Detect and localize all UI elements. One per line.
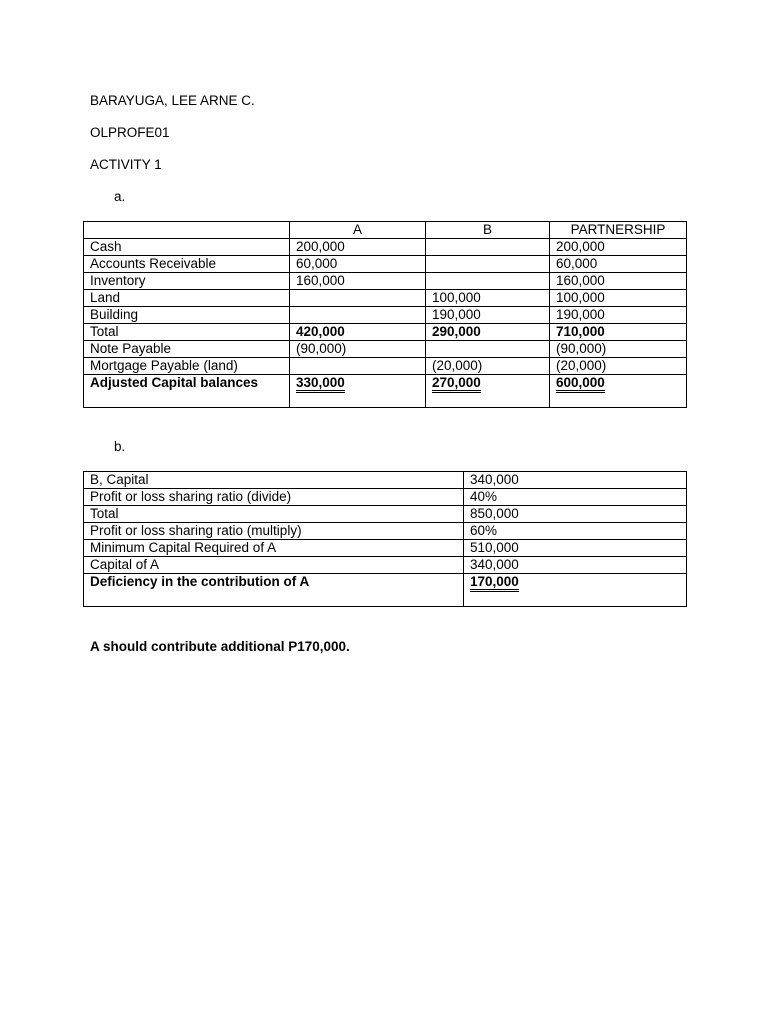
cell-a — [290, 358, 426, 375]
row-label: Land — [84, 290, 290, 307]
table-row — [84, 256, 687, 273]
table-row — [84, 290, 687, 307]
table-row — [84, 341, 687, 358]
double-underlined-value: 170,000 — [470, 575, 519, 592]
row-label: Cash — [84, 239, 290, 256]
cell-partnership: 200,000 — [550, 239, 687, 256]
table-row — [84, 506, 687, 523]
table-row — [84, 307, 687, 324]
double-underlined-value: 600,000 — [556, 376, 605, 393]
table-row-total — [84, 324, 687, 341]
cell-a: 60,000 — [290, 256, 426, 273]
cell-b — [426, 273, 550, 290]
header-cell — [84, 222, 290, 239]
cell-b — [426, 239, 550, 256]
row-label: Inventory — [84, 273, 290, 290]
row-label: Deficiency in the contribution of A — [84, 574, 464, 607]
activity-title: ACTIVITY 1 — [90, 157, 162, 172]
row-label: Minimum Capital Required of A — [84, 540, 464, 557]
row-label: Mortgage Payable (land) — [84, 358, 290, 375]
table-header-row — [84, 222, 687, 239]
row-label: Building — [84, 307, 290, 324]
cell-a — [290, 307, 426, 324]
table-row-deficiency — [84, 574, 687, 607]
row-label: Accounts Receivable — [84, 256, 290, 273]
row-label: Profit or loss sharing ratio (multiply) — [84, 523, 464, 540]
cell-partnership: 100,000 — [550, 290, 687, 307]
table-row-adjusted-capital — [84, 375, 687, 408]
part-b-table — [83, 471, 687, 607]
cell-partnership: (20,000) — [550, 358, 687, 375]
cell-b — [426, 341, 550, 358]
row-value: 40% — [464, 489, 687, 506]
cell-partnership: 190,000 — [550, 307, 687, 324]
cell-a — [290, 290, 426, 307]
cell-b: 190,000 — [426, 307, 550, 324]
part-a-table — [83, 221, 687, 408]
cell-b: 290,000 — [426, 324, 550, 341]
conclusion-text: A should contribute additional P170,000. — [90, 639, 350, 654]
cell-partnership — [550, 375, 687, 408]
row-label: Note Payable — [84, 341, 290, 358]
student-name: BARAYUGA, LEE ARNE C. — [90, 93, 255, 108]
cell-partnership: 160,000 — [550, 273, 687, 290]
table-row — [84, 472, 687, 489]
row-label: Total — [84, 324, 290, 341]
row-value: 510,000 — [464, 540, 687, 557]
table-row — [84, 540, 687, 557]
part-a-label: a. — [114, 189, 126, 204]
row-value: 340,000 — [464, 472, 687, 489]
cell-a: 200,000 — [290, 239, 426, 256]
header-cell: B — [426, 222, 550, 239]
table-row — [84, 489, 687, 506]
double-underlined-value: 330,000 — [296, 376, 345, 393]
row-value — [464, 574, 687, 607]
course-code: OLPROFE01 — [90, 125, 170, 140]
row-label: Profit or loss sharing ratio (divide) — [84, 489, 464, 506]
cell-a — [290, 375, 426, 408]
header-cell: A — [290, 222, 426, 239]
cell-b — [426, 256, 550, 273]
table-row — [84, 273, 687, 290]
cell-a: (90,000) — [290, 341, 426, 358]
row-label: Total — [84, 506, 464, 523]
row-label: Capital of A — [84, 557, 464, 574]
table-row — [84, 523, 687, 540]
header-cell: PARTNERSHIP — [550, 222, 687, 239]
table-row — [84, 358, 687, 375]
double-underlined-value: 270,000 — [432, 376, 481, 393]
table-row — [84, 557, 687, 574]
row-value: 60% — [464, 523, 687, 540]
row-value: 340,000 — [464, 557, 687, 574]
row-label: Adjusted Capital balances — [84, 375, 290, 408]
cell-b — [426, 375, 550, 408]
cell-partnership: 60,000 — [550, 256, 687, 273]
cell-partnership: 710,000 — [550, 324, 687, 341]
table-row — [84, 239, 687, 256]
part-b-label: b. — [114, 439, 126, 454]
cell-a: 160,000 — [290, 273, 426, 290]
row-value: 850,000 — [464, 506, 687, 523]
cell-b: (20,000) — [426, 358, 550, 375]
row-label: B, Capital — [84, 472, 464, 489]
cell-partnership: (90,000) — [550, 341, 687, 358]
cell-b: 100,000 — [426, 290, 550, 307]
cell-a: 420,000 — [290, 324, 426, 341]
